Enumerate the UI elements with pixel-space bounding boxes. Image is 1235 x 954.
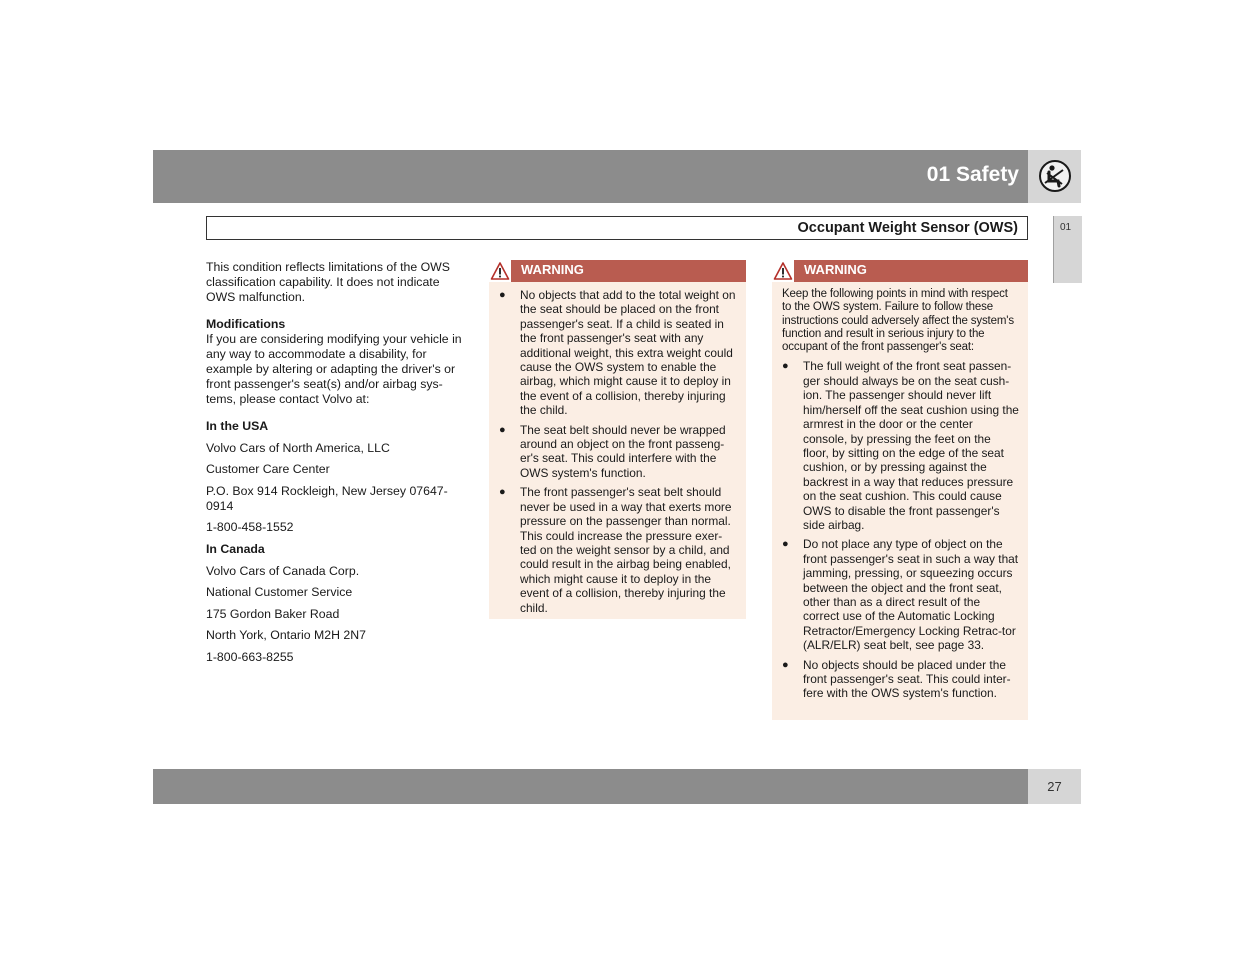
- list-item: ● The seat belt should never be wrapped around an object on the front passeng-er's seat. This could interfere with the OWS system's function.: [499, 422, 726, 480]
- usa-address-line: P.O. Box 914 Rockleigh, New Jersey 07647-0914: [206, 483, 448, 513]
- page-footer: [153, 769, 1028, 804]
- modifications-heading: Modifications: [206, 317, 286, 331]
- section-header: [206, 216, 1028, 240]
- seatbelt-icon: [1038, 159, 1072, 193]
- list-item: ● No objects that add to the total weight on the seat should be placed on the front passenger's seat. If a child is seated in the front passenger's seat with any additional weight, this extra weight could cause the OWS system to enable the airbag, which might cause it to deploy in the event of a collision, thereby injuring the child.: [499, 288, 736, 418]
- warning-box-2: [772, 260, 1028, 720]
- canada-address-line: North York, Ontario M2H 2N7: [206, 628, 366, 643]
- usa-heading: In the USA: [206, 419, 269, 433]
- warning-list: [772, 359, 1028, 700]
- warning-label: WARNING: [804, 262, 867, 277]
- side-tab-label: 01: [1060, 222, 1072, 233]
- page-number: 27: [1047, 779, 1062, 794]
- canada-address-line: 175 Gordon Baker Road: [206, 606, 340, 621]
- canada-address-line: National Customer Service: [206, 585, 353, 600]
- page-number-box: [1028, 769, 1081, 804]
- list-item: ● Do not place any type of object on the front passenger's seat in such a way that jamming, pressing, or squeezing occurs between the object and the front seat, other than as a direct result of the correct use of the Automatic Locking Retractor/Emergency Locking Retrac-tor (ALR/ELR) seat belt, see page 33.: [782, 537, 1019, 653]
- usa-address-line: Customer Care Center: [206, 462, 330, 477]
- canada-address-line: Volvo Cars of Canada Corp.: [206, 563, 360, 578]
- warning-label: WARNING: [521, 262, 584, 277]
- usa-phone: 1-800-458-1552: [206, 520, 294, 535]
- chapter-side-tab: [1053, 216, 1082, 283]
- warning-list: [489, 282, 746, 615]
- list-item: ● The front passenger's seat belt should never be used in a way that exerts more pressure on the passenger than normal. This could increase the pressure exer-ted on the weight sensor by a child, and could result in the airbag being enabled, which might cause it to deploy in the event of a collision, thereby injuring the child.: [499, 485, 732, 615]
- intro-paragraph: This condition reflects limitations of the OWS classification capability. It does not indicate OWS malfunction.: [206, 260, 450, 304]
- warning-intro: Keep the following points in mind with respect to the OWS system. Failure to follow these instructions could adversely affect the system's function and result in serious injury to the occupant of the front passenger's seat:: [782, 288, 1014, 354]
- warning-header: [489, 260, 746, 282]
- list-item: ● The full weight of the front seat passen-ger should always be on the seat cush-ion. The passenger should never lift him/herself off the seat cushion using the armrest in the door or the center console, by pressing the feet on the floor, by sitting on the edge of the seat cushion, or by pressing against the backrest in a way that reduces pressure on the seat cushion. This could cause OWS to disable the front passenger's side airbag.: [782, 359, 1019, 532]
- canada-heading: In Canada: [206, 541, 265, 556]
- left-column: [206, 260, 466, 672]
- warning-box-1: [489, 260, 746, 619]
- chapter-icon-box: [1028, 150, 1081, 203]
- chapter-header: [153, 150, 1028, 203]
- list-item: ● No objects should be placed under the front passenger's seat. This could inter-fere with the OWS system's function.: [782, 657, 1011, 701]
- warning-triangle-icon: [772, 260, 794, 282]
- chapter-title: 01 Safety: [926, 163, 1019, 186]
- canada-phone: 1-800-663-8255: [206, 649, 294, 664]
- modifications-body: If you are considering modifying your vehicle in any way to accommodate a disability, for example by altering or adapting the driver's or front passenger's seat(s) and/or airbag sys-tems, please contact Volvo at:: [206, 332, 462, 406]
- warning-header: [772, 260, 1028, 282]
- section-title: Occupant Weight Sensor (OWS): [797, 220, 1018, 236]
- warning-triangle-icon: [489, 260, 511, 282]
- usa-address-line: Volvo Cars of North America, LLC: [206, 440, 390, 455]
